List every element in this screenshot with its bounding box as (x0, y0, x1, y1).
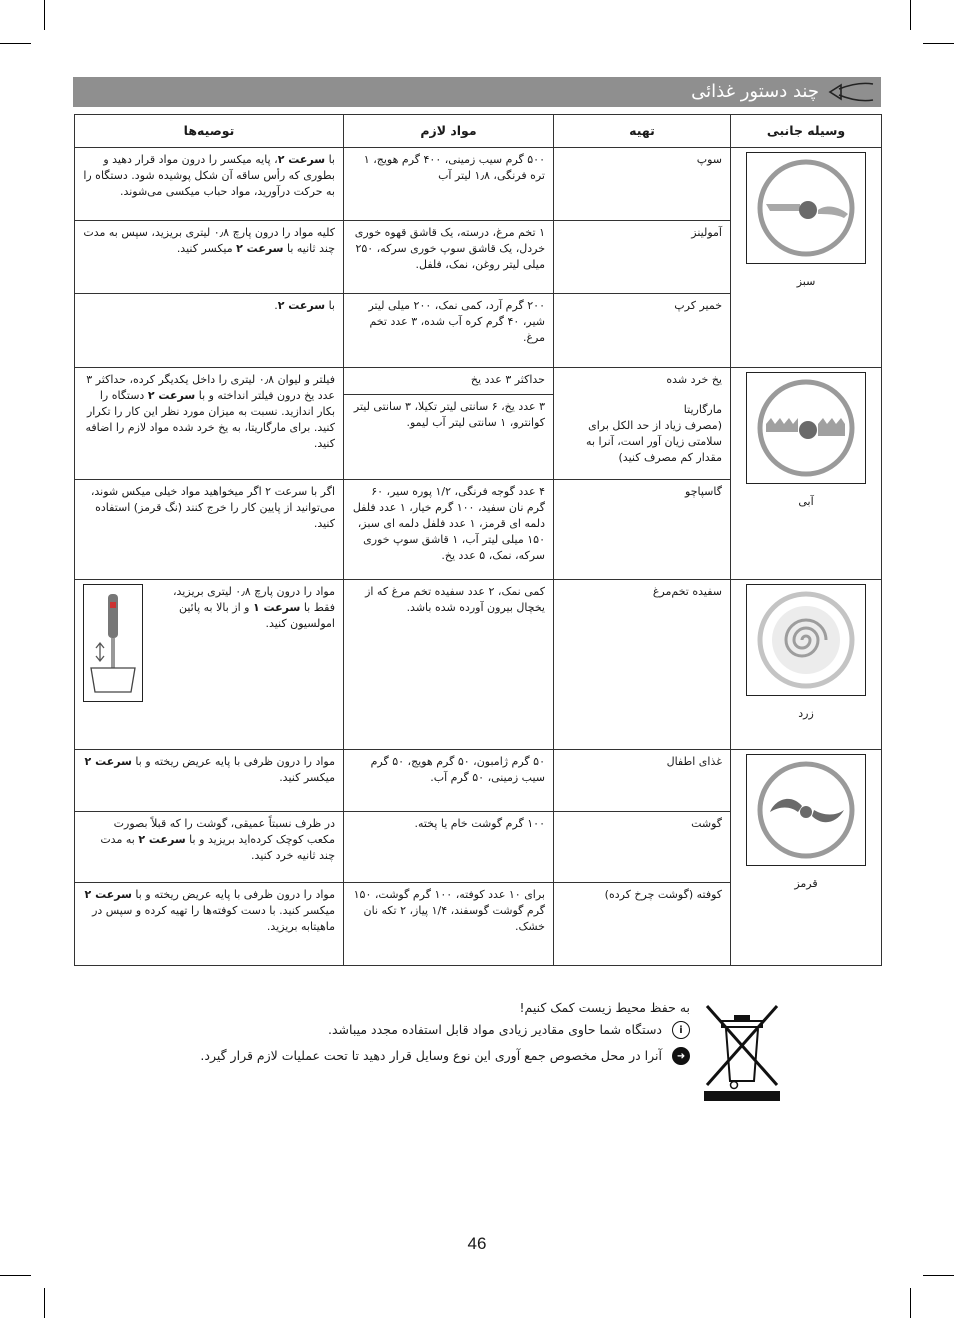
ingredients-cell: برای ۱۰ عدد کوفته، ۱۰۰ گرم گوشت، ۱۵۰ گرم گوشت گوسفند، ۱/۴ پیاز، ۲ تکه نان خشک. (344, 883, 554, 966)
dish-cell: گوشت (554, 812, 731, 883)
dish-cell: گاسپاچو (554, 480, 731, 580)
crop-mark (910, 0, 911, 30)
crossed-bin-icon (704, 1003, 780, 1101)
crop-mark (44, 0, 45, 30)
tips-cell: اگر با سرعت ۲ اگر میخواهید مواد خیلی میکس شوند، می‌توانید از پایین کار را خرج کنند (نگ قرمز) استفاده کنید. (75, 480, 344, 580)
ingredients-cell: ۲۰۰ گرم آرد، کمی نمک، ۲۰۰ میلی لیتر شیر، ۴۰ گرم کره آب شده، ۳ عدد تخم مرغ. (344, 294, 554, 368)
chopping-blade-icon (752, 760, 860, 860)
table-row (75, 750, 882, 812)
dish-cell: کوفته (گوشت چرخ کرده) (554, 883, 731, 966)
tips-cell: با سرعت ۲. (75, 294, 344, 368)
column-header: تهیه (554, 115, 731, 148)
dish-cell (554, 368, 731, 480)
dish-cell: سفیده تخم‌مرغ (554, 580, 731, 750)
section-title: چند دستور غذائی (691, 81, 819, 102)
accessory-label: زرد (798, 707, 814, 720)
crop-mark (923, 43, 954, 44)
tips-cell: با سرعت ۲، پایه میکسر را درون مواد قرار دهید و بطوری که رأس ساقه آن شکل پوشیده شود. دستگاه را به حرکت درآورید، مواد حباب میکسی می‌شوند. (75, 148, 344, 221)
page-number: 46 (467, 1234, 487, 1253)
column-header: مواد لازم (344, 115, 554, 148)
accessory-label: آبی (798, 495, 814, 508)
table-header-row (75, 115, 882, 148)
dish-cell: غذای اطفال (554, 750, 731, 812)
ingredients-cell: ۵۰ گرم ژامبون، ۵۰ گرم هویج، ۵۰ گرم سیب زمینی، ۵۰ گرم آب. (344, 750, 554, 812)
crop-mark (910, 1288, 911, 1318)
table-row (75, 368, 882, 480)
whisk-accessory-yellow (746, 584, 866, 696)
blade-accessory-red (746, 754, 866, 866)
tips-cell: مواد را درون ظرفی با پایه عریض ریخته و با سرعت ۲ میکسر کنید. با دست کوفته‌ها را تهیه کرده و سپس در ماهیتابه بریزید. (75, 883, 344, 966)
crop-mark (0, 1275, 31, 1276)
ingredients-cell (344, 368, 554, 480)
ingredients-cell: کمی نمک، ۲ عدد سفیده تخم مرغ که از یخچال بیرون آورده شده باشد. (344, 580, 554, 750)
crop-mark (44, 1288, 45, 1318)
environment-line-1: دستگاه شما حاوی مقادیر زیادی مواد قابل استفاده مجدد میباشد. (328, 1022, 662, 1037)
tips-cell: در ظرف نسبتاً عمیقی، گوشت را که قبلاً بصورت مکعب کوچک کرده‌اید بریزید و با سرعت ۲ به مدت چند ثانیه خرد کنید. (75, 812, 344, 883)
tips-cell: مواد را درون پارچ ۰٫۸ لیتری بریزید، فقط با سرعت ۱ و از بالا به پائین امولسیون کنید. (75, 580, 344, 750)
section-header (73, 77, 881, 107)
ingredients-cell: ۱ تخم مرغ، درسته، یک قاشق قهوه خوری خردل، یک قاشق سوپ خوری سرکه، ۲۵۰ میلی لیتر روغن، نمک، فلفل. (344, 221, 554, 294)
blade-accessory-blue (746, 372, 866, 484)
accessory-cell-red (731, 750, 882, 966)
back-arrow-icon (827, 80, 877, 104)
dish-cell: خمیر کرپ (554, 294, 731, 368)
recipes-table (74, 114, 882, 966)
dish-name: مارگاریتا (683, 403, 722, 416)
dish-note: (مصرف زیاد از حد الکل برای سلامتی زیان آور است، آنرا به مقدار کم مصرف کنید) (586, 419, 722, 464)
accessory-cell-yellow (731, 580, 882, 750)
crop-mark (923, 1275, 954, 1276)
blender-illustration (83, 584, 143, 702)
column-header: توصیه‌ها (75, 115, 344, 148)
ingredients-cell: ۴ عدد گوجه فرنگی، ۱/۲ پوره سیر، ۶۰ گرم نان سفید، ۱۰۰ گرم خیار، ۱ عدد فلفل دلمه ای قرمز، ۱ عدد فلفل دلمه ای سبز، ۱۵۰ میلی لیتر آب، ۱ قاشق سوپ خوری سرکه، نمک، ۵ عدد یخ. (344, 480, 554, 580)
environment-line-2: آنرا در محل مخصوص جمع آوری این نوع وسایل قرار دهید تا تحت عملیات لازم قرار گیرد. (200, 1048, 662, 1063)
accessory-cell-green (731, 148, 882, 368)
crop-mark (0, 43, 31, 44)
ingredients-cell: ۵۰۰ گرم سیب زمینی، ۴۰۰ گرم هویج، ۱ تره فرنگی، ۱٫۸ لیتر آب (344, 148, 554, 221)
dish-cell: سوپ (554, 148, 731, 221)
info-icon: i (672, 1021, 690, 1039)
hand-blender-icon (86, 588, 140, 698)
ingredients-text: ۳ عدد یخ، ۶ سانتی لیتر تکیلا، ۳ سانتی لیتر کوانترو، ۱ سانتی لیتر آب لیمو. (344, 394, 553, 431)
accessory-label: سبز (796, 275, 816, 288)
accessory-cell-blue (731, 368, 882, 580)
dish-name: یخ خرد شده (666, 373, 722, 386)
emulsifying-disc-icon (752, 590, 860, 690)
blade-accessory-green (746, 152, 866, 264)
ice-crush-blade-icon (752, 378, 860, 478)
ingredients-text: حداکثر ۳ عدد یخ (470, 373, 545, 386)
table-row (75, 580, 882, 750)
column-header: وسیله جانبی (731, 115, 882, 148)
arrow-circle-icon: ➜ (672, 1047, 690, 1065)
ingredients-cell: ۱۰۰ گرم گوشت خام یا پخته. (344, 812, 554, 883)
dish-cell: آمولینز (554, 221, 731, 294)
accessory-label: قرمز (794, 877, 818, 890)
tips-cell: کلیه مواد را درون پارچ ۰٫۸ لیتری بریزید، سپس به مدت چند ثانیه با سرعت ۲ میکسر کنید. (75, 221, 344, 294)
tips-cell: مواد را درون ظرفی با پایه عریض ریخته و با سرعت ۲ میکسر کنید. (75, 750, 344, 812)
whisk-blade-icon (752, 158, 860, 258)
environment-heading: به حفظ محیط زیست کمک کنیم! (519, 1000, 690, 1015)
table-row (75, 148, 882, 221)
tips-cell: فیلتر و لیوان ۰٫۸ لیتری را داخل یکدیگر کرده، حداکثر ۳ عدد یخ درون فیلتر انداخته و با سرعت ۲ دستگاه را بکار اندازید. نسبت به میزان مورد نظر این کار را تکرار کنید. برای مارگاریتا، به یخ خرد شده مواد لازم را اضافه کنید. (75, 368, 344, 480)
